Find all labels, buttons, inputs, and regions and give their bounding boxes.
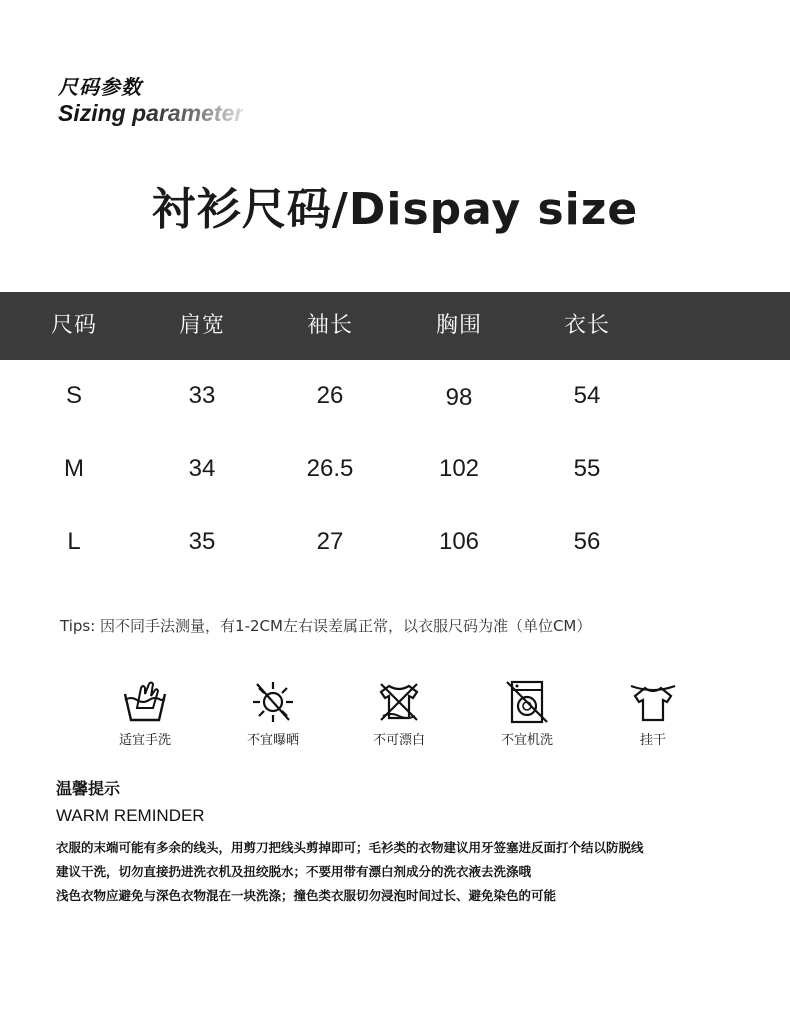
table-cell: 106 [438,528,480,555]
table-cell: 54 [573,382,601,409]
no-bleach-icon [375,680,423,724]
header-size: 尺码 [50,313,97,338]
table-cell: 26 [316,382,344,409]
care-item-no-machine [472,680,582,750]
care-item-no-bleach [344,680,454,750]
header-shoulder: 肩宽 [178,313,225,338]
table-cell: 102 [438,455,480,482]
reminder-line: 衣服的末端可能有多余的线头，用剪刀把线头剪掉即可；毛衫类的衣物建议用牙签塞进反面打个结以防脱线 [56,840,644,855]
care-label: 不宜机洗 [500,733,553,748]
hand-wash-icon [121,680,169,724]
header-chest: 胸围 [435,313,482,338]
care-label: 挂干 [639,733,666,748]
header-sleeve: 袖长 [306,313,353,338]
reminder-title-en: WARM REMINDER [56,806,205,825]
table-cell: L [67,528,81,555]
no-sun-dry-icon [249,680,297,724]
header-length: 衣长 [563,313,610,338]
care-label: 适宜手洗 [118,733,171,748]
reminder-line: 浅色衣物应避免与深色衣物混在一块洗涤；撞色类衣服切勿浸泡时间过长、避免染色的可能 [56,888,557,903]
care-item-hand-wash [90,680,200,750]
care-item-hang-dry [598,680,708,750]
brand-block [58,74,243,126]
table-cell: 55 [573,455,601,482]
no-machine-wash-icon [503,680,551,724]
table-cell: S [65,382,82,409]
care-label: 不宜曝晒 [246,733,299,748]
page-title: 衬衫尺码/Dispay size [151,184,639,235]
size-table-header [0,292,790,360]
reminder-line: 建议干洗，切勿直接扔进洗衣机及扭绞脱水；不要用带有漂白剂成分的洗衣液去洗涤哦 [56,864,532,879]
brand-title-cn: 尺码参数 [58,75,142,99]
care-item-no-sun [218,680,328,750]
table-cell: M [64,455,84,482]
table-cell: 33 [188,382,216,409]
tips-note: Tips: 因不同手法测量，有1-2CM左右误差属正常，以衣服尺码为准（单位CM） [60,617,592,635]
hang-dry-icon [629,680,677,724]
reminder-title-cn: 温馨提示 [56,779,121,798]
table-cell: 34 [188,455,216,482]
table-cell: 27 [316,528,344,555]
table-cell: 35 [188,528,216,555]
table-cell: 26.5 [306,455,354,482]
table-cell: 56 [573,528,601,555]
care-label: 不可漂白 [372,733,425,748]
brand-title-en: Sizing parameter [58,100,244,126]
table-cell: 98 [445,384,473,411]
